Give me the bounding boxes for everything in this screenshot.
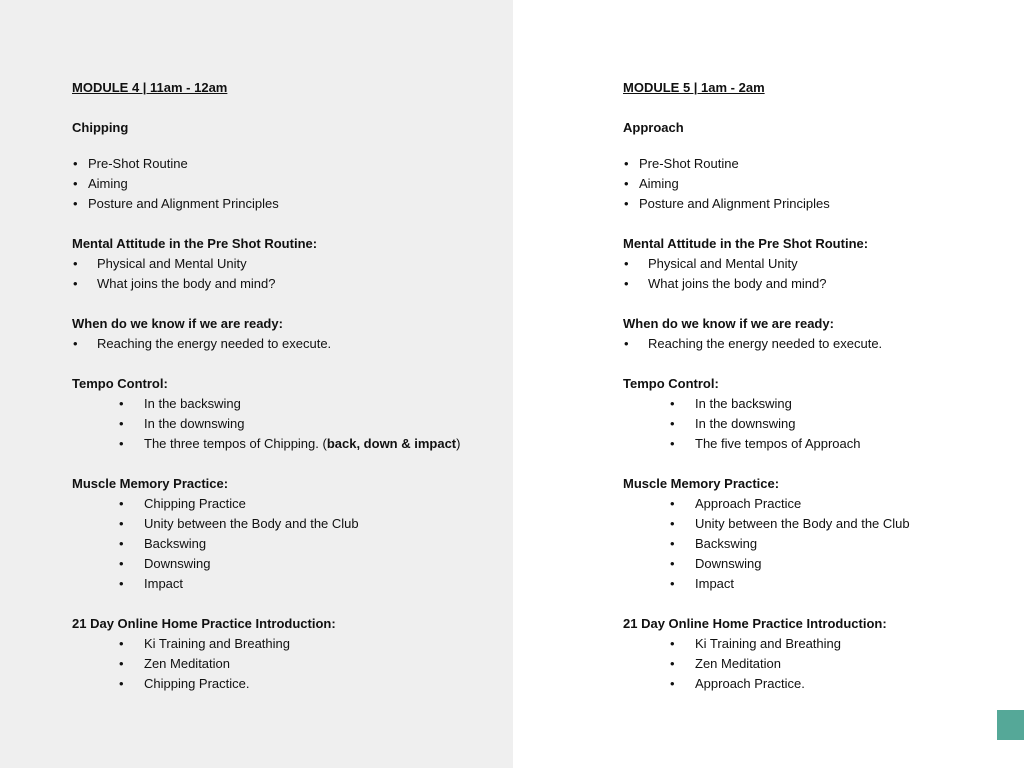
section-heading: Muscle Memory Practice:	[72, 476, 229, 491]
list-item: • Backswing	[623, 534, 1013, 554]
list-item: • Backswing	[72, 534, 502, 554]
list-item: • The three tempos of Chipping. (back, down & impact)	[72, 434, 502, 454]
list-item: • Aiming	[72, 174, 502, 194]
bullet-icon: •	[624, 156, 629, 171]
bullet-icon: •	[624, 336, 629, 351]
bullet-icon: •	[119, 656, 124, 671]
module-5-basics-list	[623, 154, 1013, 214]
section-heading: When do we know if we are ready:	[623, 316, 834, 331]
bullet-icon: •	[119, 676, 124, 691]
module-4-tempo-section	[72, 374, 502, 454]
section-heading: Mental Attitude in the Pre Shot Routine:	[623, 236, 869, 251]
list-item: • Impact	[623, 574, 1013, 594]
bullet-icon: •	[670, 556, 675, 571]
list-item: • Physical and Mental Unity	[72, 254, 502, 274]
bullet-icon: •	[670, 436, 675, 451]
bullet-icon: •	[670, 396, 675, 411]
bullet-icon: •	[624, 196, 629, 211]
list-item: • In the downswing	[623, 414, 1013, 434]
section-heading: 21 Day Online Home Practice Introduction:	[623, 616, 887, 631]
bullet-icon: •	[119, 396, 124, 411]
list-item: • In the backswing	[72, 394, 502, 414]
bullet-icon: •	[119, 556, 124, 571]
section-heading: 21 Day Online Home Practice Introduction:	[72, 616, 336, 631]
list-item: • Zen Meditation	[623, 654, 1013, 674]
list-item: • Posture and Alignment Principles	[72, 194, 502, 214]
list-item: • Aiming	[623, 174, 1013, 194]
bullet-icon: •	[624, 256, 629, 271]
bullet-icon: •	[73, 156, 78, 171]
module-4-mental-section	[72, 234, 502, 294]
module-4-topic: Chipping	[72, 120, 129, 135]
module-5-ready-section	[623, 314, 1013, 354]
module-4-basics-list	[72, 154, 502, 214]
bullet-icon: •	[73, 196, 78, 211]
bullet-icon: •	[670, 636, 675, 651]
module-4-column	[72, 78, 502, 694]
list-item: • In the backswing	[623, 394, 1013, 414]
bullet-icon: •	[119, 416, 124, 431]
bullet-icon: •	[670, 576, 675, 591]
list-item: • Posture and Alignment Principles	[623, 194, 1013, 214]
bullet-icon: •	[624, 176, 629, 191]
list-item: • Ki Training and Breathing	[72, 634, 502, 654]
bullet-icon: •	[73, 276, 78, 291]
list-item: • Impact	[72, 574, 502, 594]
bullet-icon: •	[670, 496, 675, 511]
bullet-icon: •	[670, 416, 675, 431]
bullet-icon: •	[119, 636, 124, 651]
module-4-online-section	[72, 614, 502, 694]
bullet-icon: •	[73, 256, 78, 271]
list-item: • Pre-Shot Routine	[72, 154, 502, 174]
list-item: • Unity between the Body and the Club	[72, 514, 502, 534]
list-item: • Chipping Practice.	[72, 674, 502, 694]
bullet-icon: •	[119, 576, 124, 591]
list-item: • Unity between the Body and the Club	[623, 514, 1013, 534]
accent-corner-tab	[997, 710, 1024, 740]
bullet-icon: •	[624, 276, 629, 291]
list-item: • Ki Training and Breathing	[623, 634, 1013, 654]
bullet-icon: •	[119, 436, 124, 451]
list-item: • The five tempos of Approach	[623, 434, 1013, 454]
list-item: • Zen Meditation	[72, 654, 502, 674]
module-5-topic: Approach	[623, 120, 684, 135]
module-5-online-section	[623, 614, 1013, 694]
list-item: • Reaching the energy needed to execute.	[623, 334, 1013, 354]
list-item: • Pre-Shot Routine	[623, 154, 1013, 174]
bullet-icon: •	[670, 536, 675, 551]
bullet-icon: •	[670, 676, 675, 691]
list-item: • Physical and Mental Unity	[623, 254, 1013, 274]
list-item: • Downswing	[623, 554, 1013, 574]
module-5-mental-section	[623, 234, 1013, 294]
bullet-icon: •	[73, 176, 78, 191]
list-item: • Approach Practice	[623, 494, 1013, 514]
bullet-icon: •	[670, 656, 675, 671]
list-item: • Reaching the energy needed to execute.	[72, 334, 502, 354]
section-heading: When do we know if we are ready:	[72, 316, 283, 331]
section-heading: Muscle Memory Practice:	[623, 476, 780, 491]
list-item: • What joins the body and mind?	[72, 274, 502, 294]
bullet-icon: •	[119, 516, 124, 531]
list-item: • In the downswing	[72, 414, 502, 434]
bullet-icon: •	[670, 516, 675, 531]
module-4-muscle-section	[72, 474, 502, 594]
bullet-icon: •	[119, 536, 124, 551]
list-item: • Downswing	[72, 554, 502, 574]
section-heading: Tempo Control:	[623, 376, 719, 391]
module-4-ready-section	[72, 314, 502, 354]
module-5-title: MODULE 5 | 1am - 2am	[623, 80, 765, 95]
section-heading: Tempo Control:	[72, 376, 168, 391]
list-item: • What joins the body and mind?	[623, 274, 1013, 294]
section-heading: Mental Attitude in the Pre Shot Routine:	[72, 236, 318, 251]
bullet-icon: •	[73, 336, 78, 351]
module-5-tempo-section	[623, 374, 1013, 454]
list-item: • Approach Practice.	[623, 674, 1013, 694]
module-5-column	[623, 78, 1013, 694]
bullet-icon: •	[119, 496, 124, 511]
module-5-muscle-section	[623, 474, 1013, 594]
list-item: • Chipping Practice	[72, 494, 502, 514]
module-4-title: MODULE 4 | 11am - 12am	[72, 80, 228, 95]
